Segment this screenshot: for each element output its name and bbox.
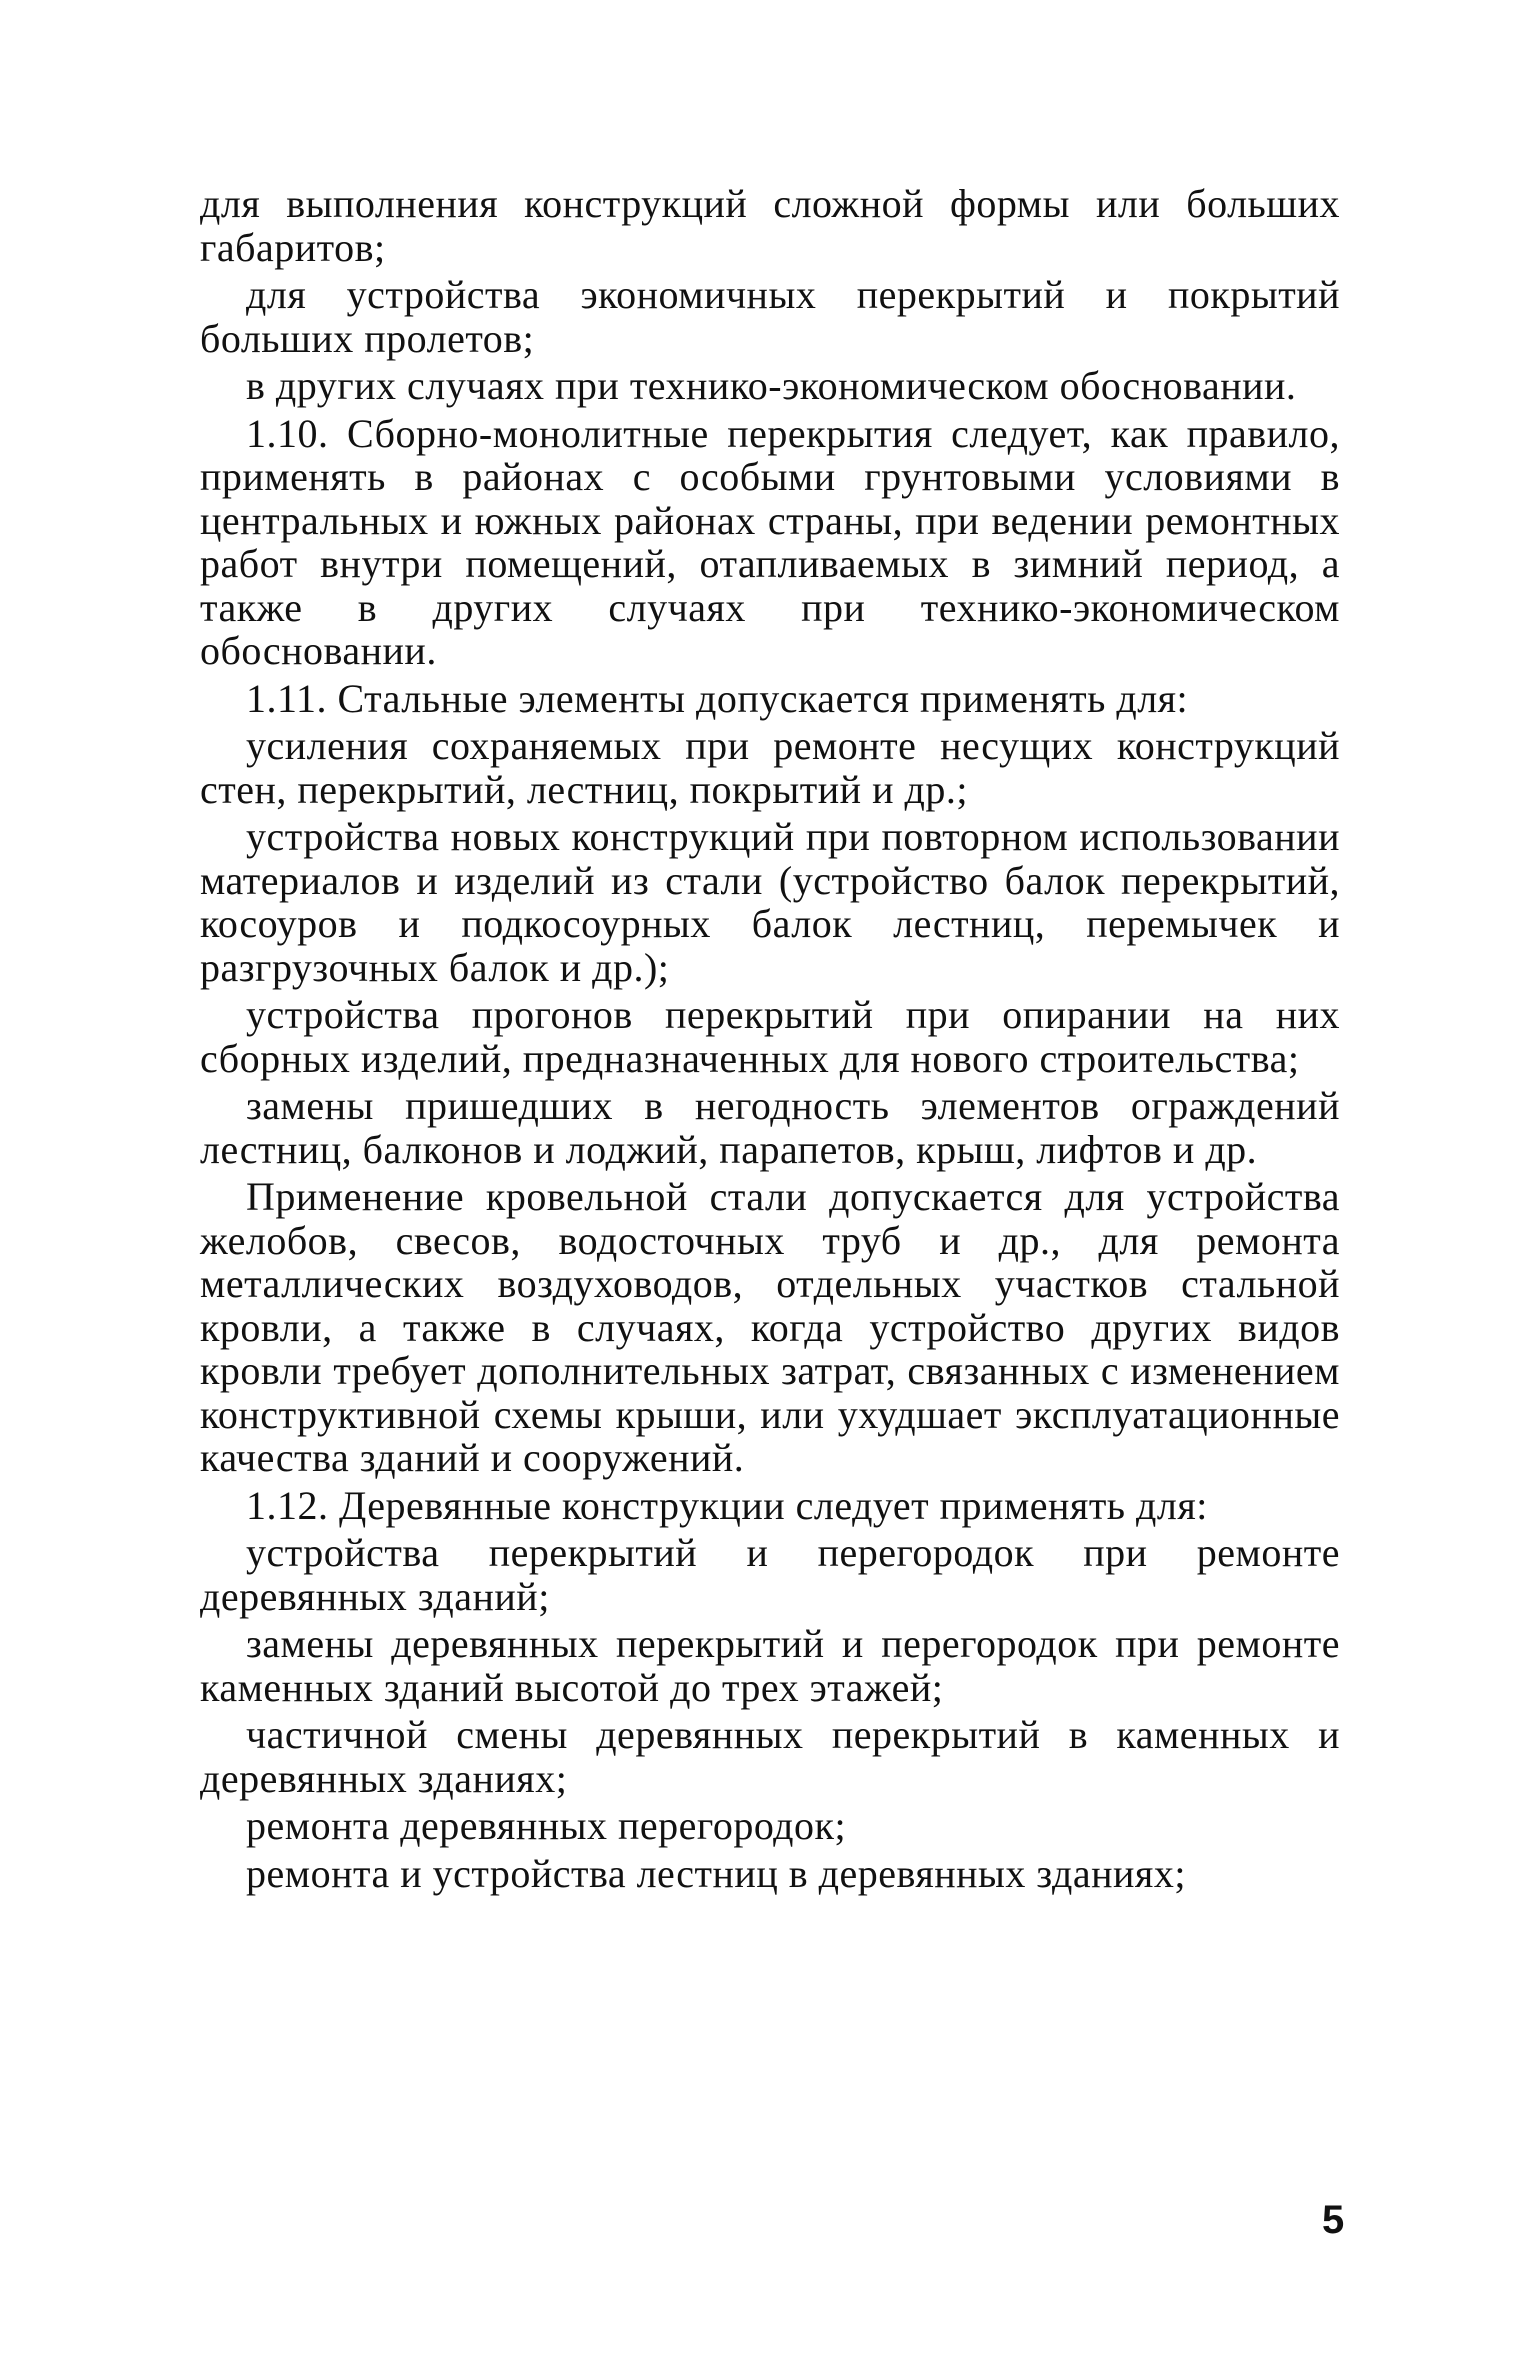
paragraph-list-item: в других случаях при технико-экономическом обосновании. xyxy=(246,363,1297,408)
paragraph-continuation: для выполнения конструкций сложной формы или больших габаритов; xyxy=(200,181,1340,270)
paragraph-clause-1-12: 1.12. Деревянные конструкции следует применять для: xyxy=(246,1482,1208,1528)
body-text xyxy=(200,182,1340,1899)
paragraph-list-item: частичной смены деревянных перекрытий в каменных и деревянных зданиях; xyxy=(200,1712,1340,1801)
paragraph-list-item: усиления сохраняемых при ремонте несущих конструкций стен, перекрытий, лестниц, покрытий и др.; xyxy=(200,723,1340,812)
paragraph-roofing-steel: Применение кровельной стали допускается для устройства желобов, свесов, водосточных труб и др., для ремонта металлических воздуховодов, отдельных участков стальной кровли, а также в случаях, когда устройство других видов кровли требует дополнительных затрат, связанных с изменением конструктивной схемы крыши, или ухудшает эксплуатационные качества зданий и сооружений. xyxy=(200,1174,1340,1480)
paragraph-list-item: устройства перекрытий и перегородок при ремонте деревянных зданий; xyxy=(200,1530,1340,1619)
paragraph-list-item: ремонта деревянных перегородок; xyxy=(246,1803,847,1848)
paragraph-list-item: замены деревянных перекрытий и перегородок при ремонте каменных зданий высотой до трех этажей; xyxy=(200,1621,1340,1710)
paragraph-list-item: устройства прогонов перекрытий при опирании на них сборных изделий, предназначенных для нового строительства; xyxy=(200,992,1340,1081)
paragraph-list-item: замены пришедших в негодность элементов ограждений лестниц, балконов и лоджий, парапетов, крыш, лифтов и др. xyxy=(200,1083,1340,1172)
paragraph-clause-1-11: 1.11. Стальные элементы допускается применять для: xyxy=(246,675,1189,721)
paragraph-clause-1-10: 1.10. Сборно-монолитные перекрытия следует, как правило, применять в районах с особыми грунтовыми условиями в центральных и южных районах страны, при ведении ремонтных работ внутри помещений, отапливаемых в зимний период, а также в других случаях при технико-экономическом обосновании. xyxy=(200,410,1340,673)
paragraph-list-item: ремонта и устройства лестниц в деревянных зданиях; xyxy=(246,1850,1186,1896)
paragraph-list-item: устройства новых конструкций при повторном использовании материалов и изделий из стали (устройство балок перекрытий, косоуров и подкосоурных балок лестниц, перемычек и разгрузочных балок и др.); xyxy=(200,814,1340,990)
paragraph-list-item: для устройства экономичных перекрытий и покрытий больших пролетов; xyxy=(200,272,1340,361)
page-number: 5 xyxy=(1322,2198,1345,2242)
